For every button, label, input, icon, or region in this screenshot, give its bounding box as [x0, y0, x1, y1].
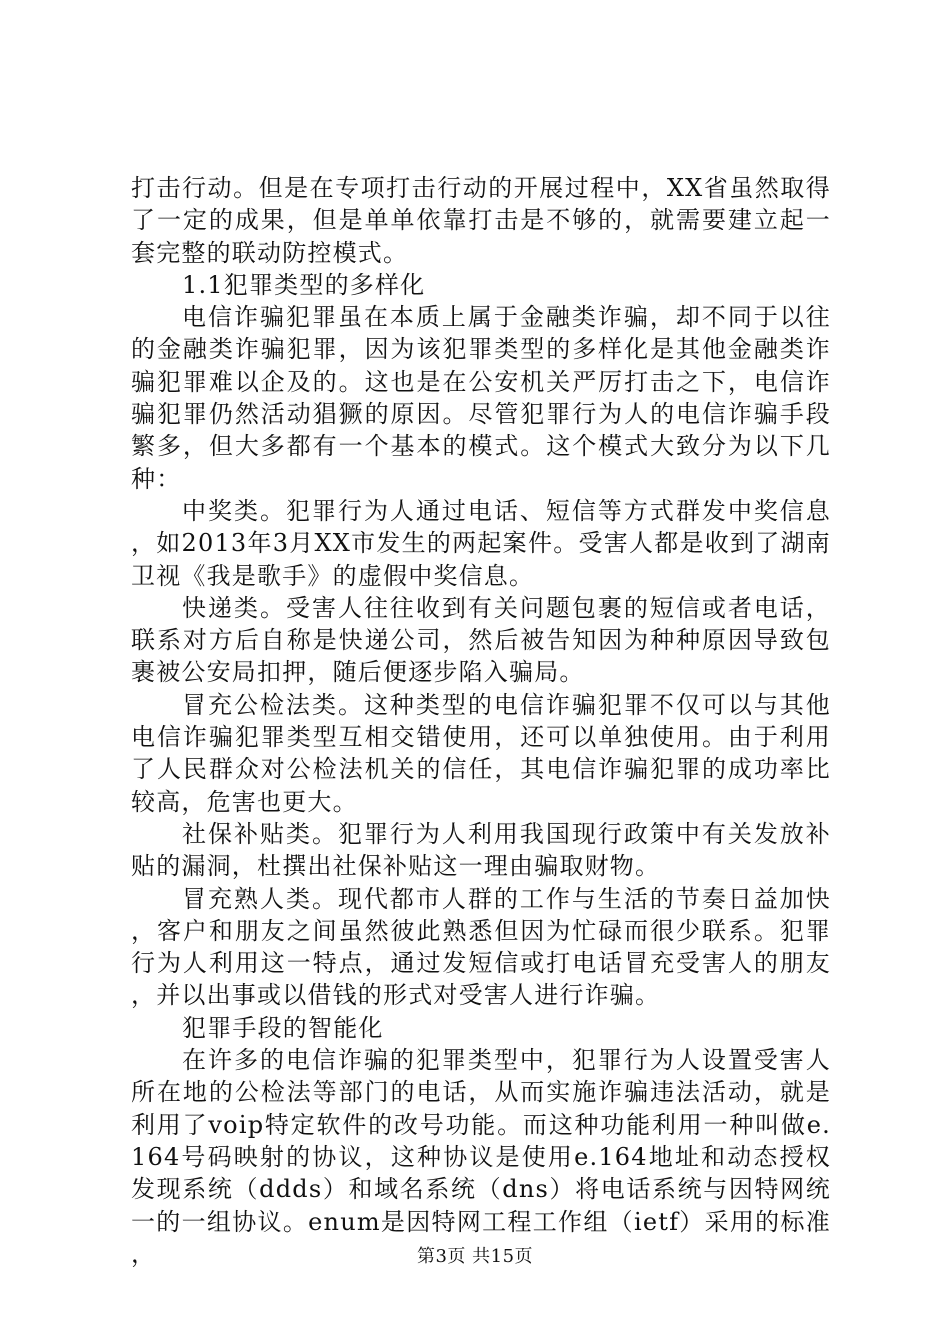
paragraph-continuation: 打击行动。但是在专项打击行动的开展过程中，XX省虽然取得了一定的成果，但是单单依靠打击是不够的，就需要建立起一套完整的联动防控模式。 — [131, 174, 831, 267]
page-number-footer: 第3页 共15页 — [416, 1246, 534, 1267]
paragraph: 快递类。受害人往往收到有关问题包裹的短信或者电话，联系对方后自称是快递公司，然后被告知因为种种原因导致包裹被公安局扣押，随后便逐步陷入骗局。 — [131, 593, 831, 687]
paragraph: 社保补贴类。犯罪行为人利用我国现行政策中有关发放补贴的漏洞，杜撰出社保补贴这一理由骗取财物。 — [131, 819, 831, 881]
paragraph: 电信诈骗犯罪虽在本质上属于金融类诈骗，却不同于以往的金融类诈骗犯罪，因为该犯罪类型的多样化是其他金融类诈骗犯罪难以企及的。这也是在公安机关严厉打击之下，电信诈骗犯罪仍然活动猖獗的原因。尽管犯罪行为人的电信诈骗手段繁多，但大多都有一个基本的模式。这个模式大致分为以下几种： — [131, 303, 831, 493]
section-heading: 犯罪手段的智能化 — [182, 1013, 384, 1042]
document-body — [131, 172, 831, 1270]
paragraph: 中奖类。犯罪行为人通过电话、短信等方式群发中奖信息，如2013年3月XX市发生的两起案件。受害人都是收到了湖南卫视《我是歌手》的虚假中奖信息。 — [131, 496, 831, 590]
paragraph: 冒充熟人类。现代都市人群的工作与生活的节奏日益加快，客户和朋友之间虽然彼此熟悉但因为忙碌而很少联系。犯罪行为人利用这一特点，通过发短信或打电话冒充受害人的朋友，并以出事或以借钱的形式对受害人进行诈骗。 — [131, 884, 831, 1010]
paragraph: 在许多的电信诈骗的犯罪类型中，犯罪行为人设置受害人所在地的公检法等部门的电话，从而实施诈骗违法活动，就是利用了voip特定软件的改号功能。而这种功能利用一种叫做e.164号码映射的协议，这种协议是使用e.164地址和动态授权发现系统（ddds）和域名系统（dns）将电话系统与因特网统一的一组协议。enum是因特网工程工作组（ietf）采用的标准， — [131, 1046, 831, 1268]
paragraph: 冒充公检法类。这种类型的电信诈骗犯罪不仅可以与其他电信诈骗犯罪类型互相交错使用，还可以单独使用。由于利用了人民群众对公检法机关的信任，其电信诈骗犯罪的成功率比较高，危害也更大。 — [131, 690, 831, 816]
section-heading: 1.1犯罪类型的多样化 — [182, 270, 426, 299]
